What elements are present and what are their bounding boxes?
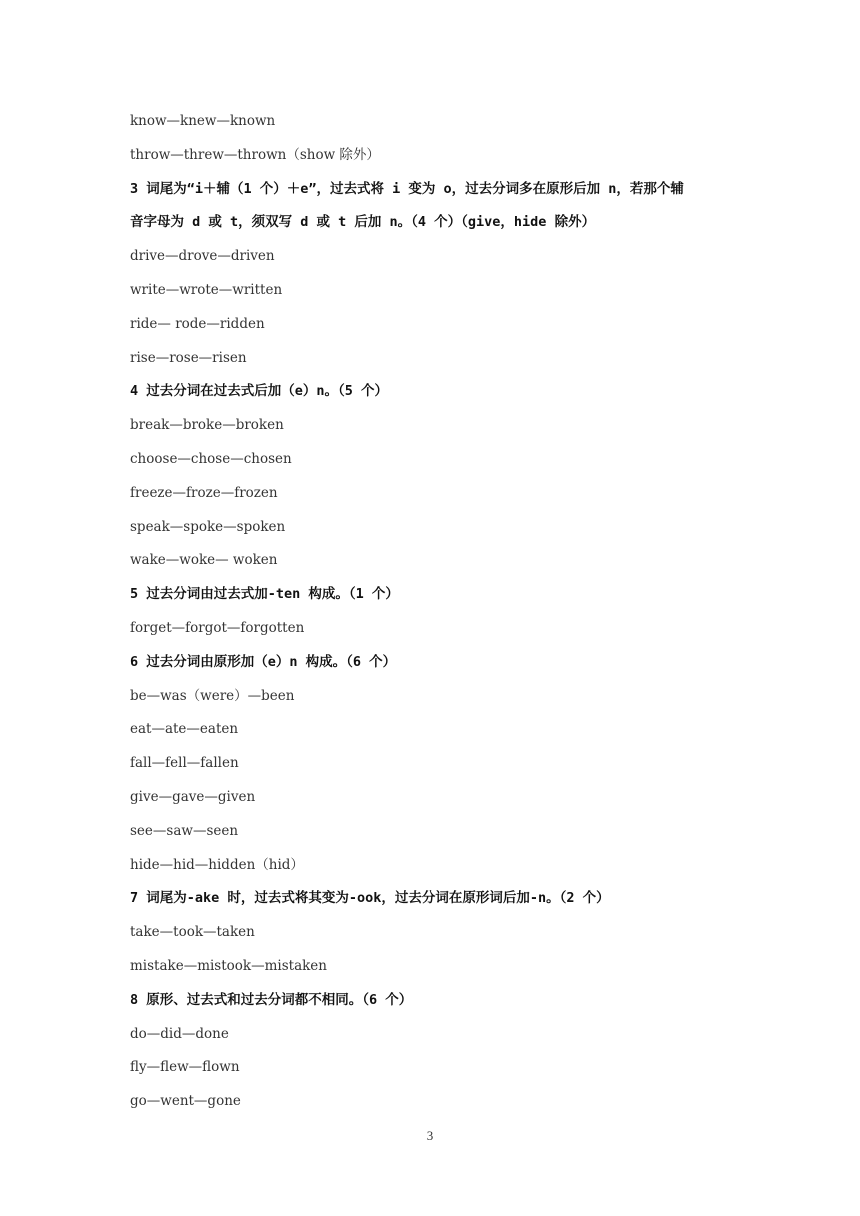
- text-line: fall—fell—fallen: [130, 755, 239, 772]
- text-line: freeze—froze—frozen: [130, 484, 278, 501]
- section-heading-continued: 音字母为 d 或 t，须双写 d 或 t 后加 n。（4 个）（give，hide 除外）: [130, 214, 596, 231]
- section-heading: 3 词尾为“i＋辅（1 个）＋e”，过去式将 i 变为 o，过去分词多在原形后加 n，若那个辅: [130, 180, 684, 197]
- text-line: drive—drove—driven: [130, 248, 275, 265]
- page-number: 3: [426, 1128, 434, 1143]
- text-line: do—did—done: [130, 1025, 229, 1042]
- text-line: write—wrote—written: [130, 281, 283, 298]
- text-line: ride— rode—ridden: [130, 315, 265, 332]
- text-line: fly—flew—flown: [130, 1059, 240, 1076]
- text-line: speak—spoke—spoken: [130, 518, 286, 535]
- text-line: choose—chose—chosen: [130, 450, 292, 467]
- section-heading: 6 过去分词由原形加（e）n 构成。（6 个）: [130, 653, 397, 670]
- section-heading: 7 词尾为-ake 时，过去式将其变为-ook，过去分词在原形词后加-n。（2 个）: [130, 890, 610, 907]
- text-line: wake—woke— woken: [130, 552, 278, 569]
- text-line: forget—forgot—forgotten: [130, 619, 305, 636]
- text-line: break—broke—broken: [130, 417, 284, 434]
- text-line: throw—threw—thrown（show 除外）: [130, 146, 380, 163]
- text-line: hide—hid—hidden（hid）: [130, 856, 304, 873]
- section-heading: 8 原形、过去式和过去分词都不相同。（6 个）: [130, 991, 413, 1008]
- section-heading: 5 过去分词由过去式加-ten 构成。（1 个）: [130, 586, 399, 603]
- text-line: see—saw—seen: [130, 822, 239, 839]
- text-line: go—went—gone: [130, 1093, 241, 1110]
- text-line: eat—ate—eaten: [130, 721, 239, 738]
- page-content: [130, 110, 740, 1124]
- text-line: be—was（were）—been: [130, 687, 295, 704]
- text-line: rise—rose—risen: [130, 349, 247, 366]
- text-line: know—knew—known: [130, 113, 276, 129]
- text-line: take—took—taken: [130, 924, 255, 941]
- text-line: give—gave—given: [130, 788, 256, 805]
- section-heading: 4 过去分词在过去式后加（e）n。（5 个）: [130, 383, 389, 400]
- text-line: mistake—mistook—mistaken: [130, 957, 327, 974]
